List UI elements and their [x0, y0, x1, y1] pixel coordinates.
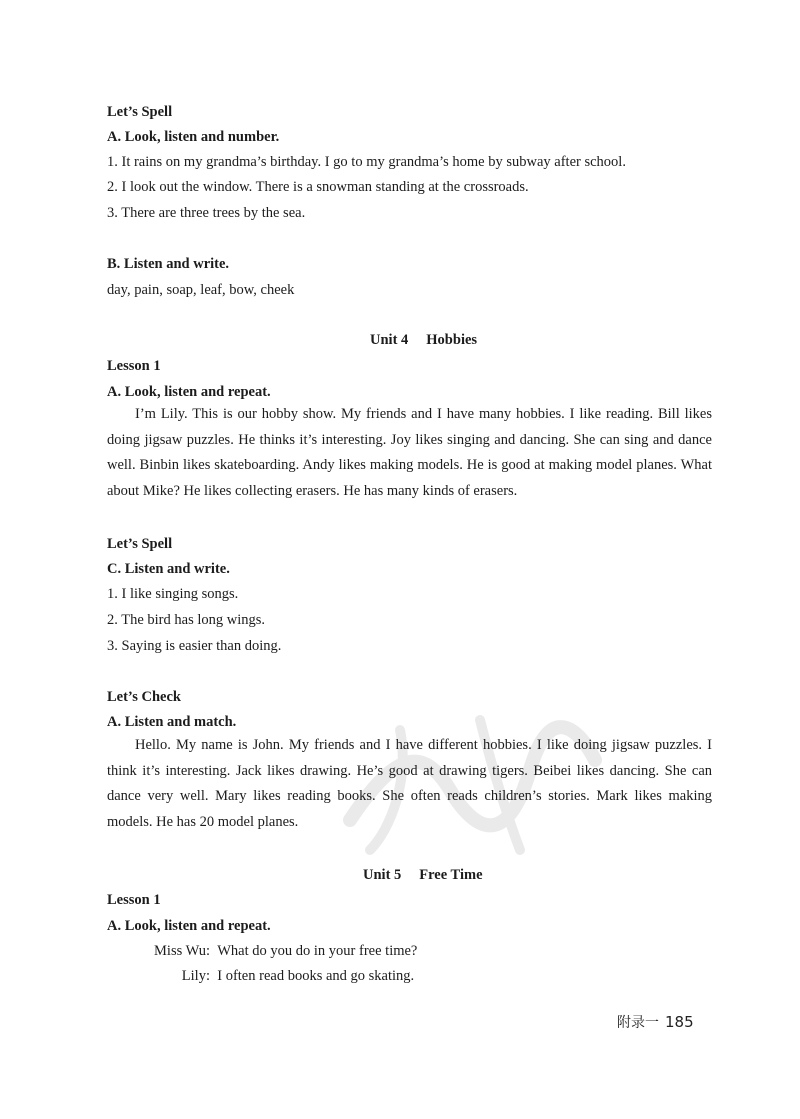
- part-a-title: A. Look, listen and repeat.: [107, 384, 271, 400]
- appendix-label: 附录一: [617, 1015, 659, 1031]
- section-heading-lets-spell: Let’s Spell: [107, 104, 173, 120]
- list-item: 1. It rains on my grandma’s birthday. I go to my grandma’s home by subway after school.: [107, 154, 626, 170]
- list-item: 3. There are three trees by the sea.: [107, 205, 306, 221]
- page-number: 185: [665, 1013, 694, 1031]
- reading-paragraph: I’m Lily. This is our hobby show. My friends and I have many hobbies. I like reading. Bill likes doing jigsaw puzzles. He thinks it’s interesting. Joy likes singing and dancing. She can sing and dance well. Binbin likes skateboarding. Andy likes making models. He is good at making model planes. What about Mike? He likes collecting erasers. He has many kinds of erasers.: [107, 406, 712, 499]
- list-item: 3. Saying is easier than doing.: [107, 638, 282, 654]
- part-a-title: A. Look, listen and repeat.: [107, 918, 271, 934]
- lesson-title: Lesson 1: [107, 358, 161, 374]
- dialogue-line: [107, 942, 417, 960]
- word-list: day, pain, soap, leaf, bow, cheek: [107, 282, 295, 298]
- list-item: 2. I look out the window. There is a snowman standing at the crossroads.: [107, 179, 529, 195]
- part-c-title: C. Listen and write.: [107, 561, 230, 577]
- unit-4-label: Unit 4: [370, 332, 409, 348]
- dialogue-text: I often read books and go skating.: [217, 968, 415, 984]
- unit-5-name: Free Time: [419, 867, 483, 883]
- section-heading-lets-check: Let’s Check: [107, 689, 181, 705]
- unit-5-title: [363, 866, 483, 884]
- list-item: 1. I like singing songs.: [107, 586, 239, 602]
- part-a-title: A. Listen and match.: [107, 714, 237, 730]
- dialogue-text: What do you do in your free time?: [217, 943, 418, 959]
- dialogue-speaker: Miss Wu:: [154, 943, 210, 959]
- page-footer: [617, 1012, 694, 1032]
- dialogue-line: [107, 967, 414, 985]
- unit-4-title: [370, 331, 477, 349]
- section-heading-lets-spell: Let’s Spell: [107, 536, 173, 552]
- list-item: 2. The bird has long wings.: [107, 612, 266, 628]
- unit-4-name: Hobbies: [426, 332, 478, 348]
- lesson-title: Lesson 1: [107, 892, 161, 908]
- unit-5-label: Unit 5: [363, 867, 402, 883]
- dialogue-speaker: Lily:: [181, 968, 210, 984]
- part-b-title: B. Listen and write.: [107, 256, 230, 272]
- part-a-title: A. Look, listen and number.: [107, 129, 280, 145]
- listening-paragraph: Hello. My name is John. My friends and I have different hobbies. I like doing jigsaw puzzles. I think it’s interesting. Jack likes drawing. He’s good at drawing tigers. Beibei likes dancing. She can dance very well. Mary likes reading books. She often reads children’s stories. Mark likes making models. He has 20 model planes.: [107, 737, 712, 830]
